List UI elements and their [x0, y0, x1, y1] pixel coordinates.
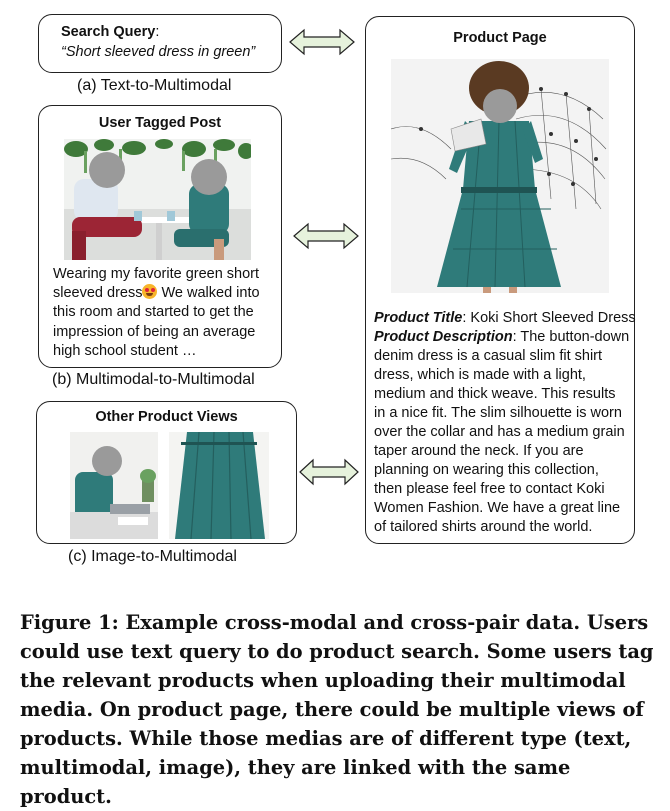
search-query-text: “Short sleeved dress in green”	[61, 44, 256, 60]
heart-eyes-emoji-icon	[142, 284, 157, 299]
tagged-post-text	[53, 265, 260, 361]
description-line: taper around the neck. If you are	[374, 443, 584, 459]
panel-b-box	[38, 105, 282, 368]
post-text-line: impression of being an average	[53, 323, 256, 340]
product-view-photo-detail	[169, 432, 269, 539]
tagged-post-photo	[64, 139, 251, 260]
user-tagged-post-title: User Tagged Post	[98, 115, 222, 131]
other-product-views-title: Other Product Views	[95, 409, 238, 425]
double-arrow-icon	[298, 458, 360, 486]
product-description-line	[374, 328, 636, 347]
product-title-value: : Koki Short Sleeved Dress	[462, 310, 636, 326]
description-line: planning on wearing this collection,	[374, 462, 599, 478]
description-line: Women Fashion. We have a great line	[374, 500, 621, 516]
blurred-face-view	[92, 446, 122, 476]
search-query-heading	[61, 24, 159, 40]
post-text-line: this room and started to get the	[53, 304, 254, 321]
product-details	[374, 309, 636, 537]
post-text-line	[53, 284, 260, 303]
product-main-photo	[391, 59, 609, 293]
search-query-colon: :	[155, 24, 160, 40]
description-line: then please feel free to contact Koki	[374, 481, 605, 497]
description-line: of tailored shirts around the world.	[374, 519, 593, 535]
panel-c-box	[36, 401, 297, 544]
figure-caption: Figure 1: Example cross-modal and cross-pair data. Users could use text query to do product search. Some users tag the relevant products when uploading their multimodal media. On product page, there could be multiple views of products. While those medias are of different type (text, multimodal, image), they are linked with the same product.	[20, 611, 654, 808]
post-text-fragment: We walked into	[157, 285, 260, 302]
description-line: over the collar and has a medium grain	[374, 424, 625, 440]
double-arrow-icon	[288, 28, 356, 56]
product-title-line	[374, 309, 636, 328]
product-view-photo-laptop	[70, 432, 158, 539]
product-page-title: Product Page	[453, 30, 547, 46]
product-description-label: Product Description	[374, 329, 513, 345]
product-page-box	[365, 16, 635, 544]
description-line: medium and thick weave. This results	[374, 386, 616, 402]
blurred-face-product	[483, 89, 517, 123]
panel-a-box	[38, 14, 282, 73]
post-text-line: high school student …	[53, 342, 197, 359]
blurred-face-left	[89, 152, 125, 188]
panel-a-caption: (a) Text-to-Multimodal	[77, 77, 232, 94]
post-text-line: Wearing my favorite green short	[53, 266, 260, 282]
product-title-label: Product Title	[374, 310, 463, 326]
panel-c-caption: (c) Image-to-Multimodal	[68, 548, 237, 565]
description-line: dress, which is made with a light,	[374, 367, 586, 383]
description-line: : The button-down	[512, 329, 630, 345]
panel-b-caption: (b) Multimodal-to-Multimodal	[52, 371, 255, 388]
blurred-face-right	[191, 159, 227, 195]
description-line: denim dress is a casual slim fit shirt	[374, 348, 603, 364]
search-query-label: Search Query	[61, 24, 156, 40]
double-arrow-icon	[292, 222, 360, 250]
description-line: in a nice fit. The slim silhouette is worn	[374, 405, 622, 421]
post-text-fragment: sleeved dress	[53, 285, 143, 302]
